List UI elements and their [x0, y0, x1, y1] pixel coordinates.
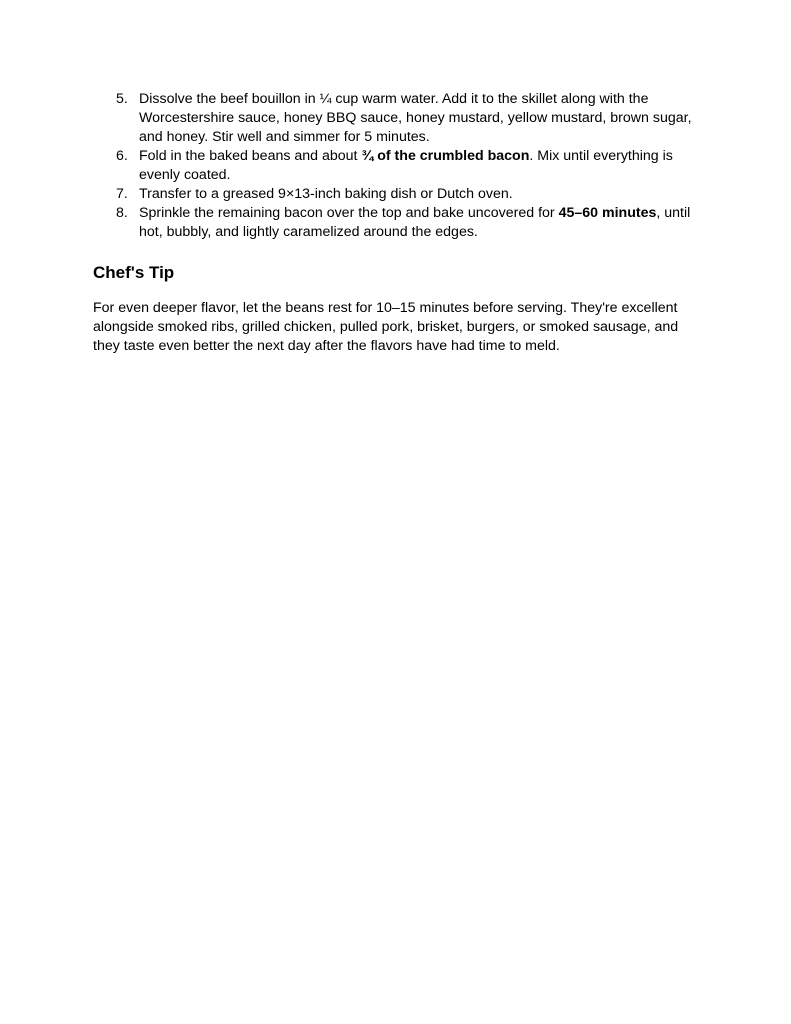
list-item — [93, 147, 696, 185]
step-number: 6. — [116, 148, 128, 164]
list-item — [93, 185, 696, 204]
chefs-tip-heading: Chef's Tip — [93, 263, 175, 282]
step-text: Transfer to a greased 9×13-inch baking dish or Dutch oven. — [139, 186, 513, 202]
step-number: 7. — [116, 186, 128, 202]
step-number: 5. — [116, 91, 128, 107]
step-text-emphasis: 45–60 minutes — [558, 205, 657, 221]
step-number: 8. — [116, 205, 128, 221]
step-text: Dissolve the beef bouillon in ¼ cup warm water. Add it to the skillet along with the Worcestershire sauce, honey BBQ sauce, honey mustard, yellow mustard, brown sugar, and honey. Stir well and simmer for 5 minutes. — [139, 91, 692, 145]
step-text-after: , until hot, bubbly, and lightly caramelized around the edges. — [139, 205, 691, 240]
step-text-emphasis: ¾ of the crumbled bacon — [361, 148, 530, 164]
chefs-tip-paragraph: For even deeper flavor, let the beans rest for 10–15 minutes before serving. They're excellent alongside smoked ribs, grilled chicken, pulled pork, brisket, burgers, or smoked sausage, and they taste even better the next day after the flavors have had time to meld. — [93, 300, 679, 354]
step-text-before: Fold in the baked beans and about — [139, 148, 362, 164]
step-text-after: . Mix until everything is evenly coated. — [139, 148, 673, 183]
list-item — [93, 204, 696, 242]
step-text-before: Sprinkle the remaining bacon over the top and bake uncovered for — [139, 205, 559, 221]
instruction-list — [93, 90, 696, 242]
list-item — [93, 90, 696, 147]
